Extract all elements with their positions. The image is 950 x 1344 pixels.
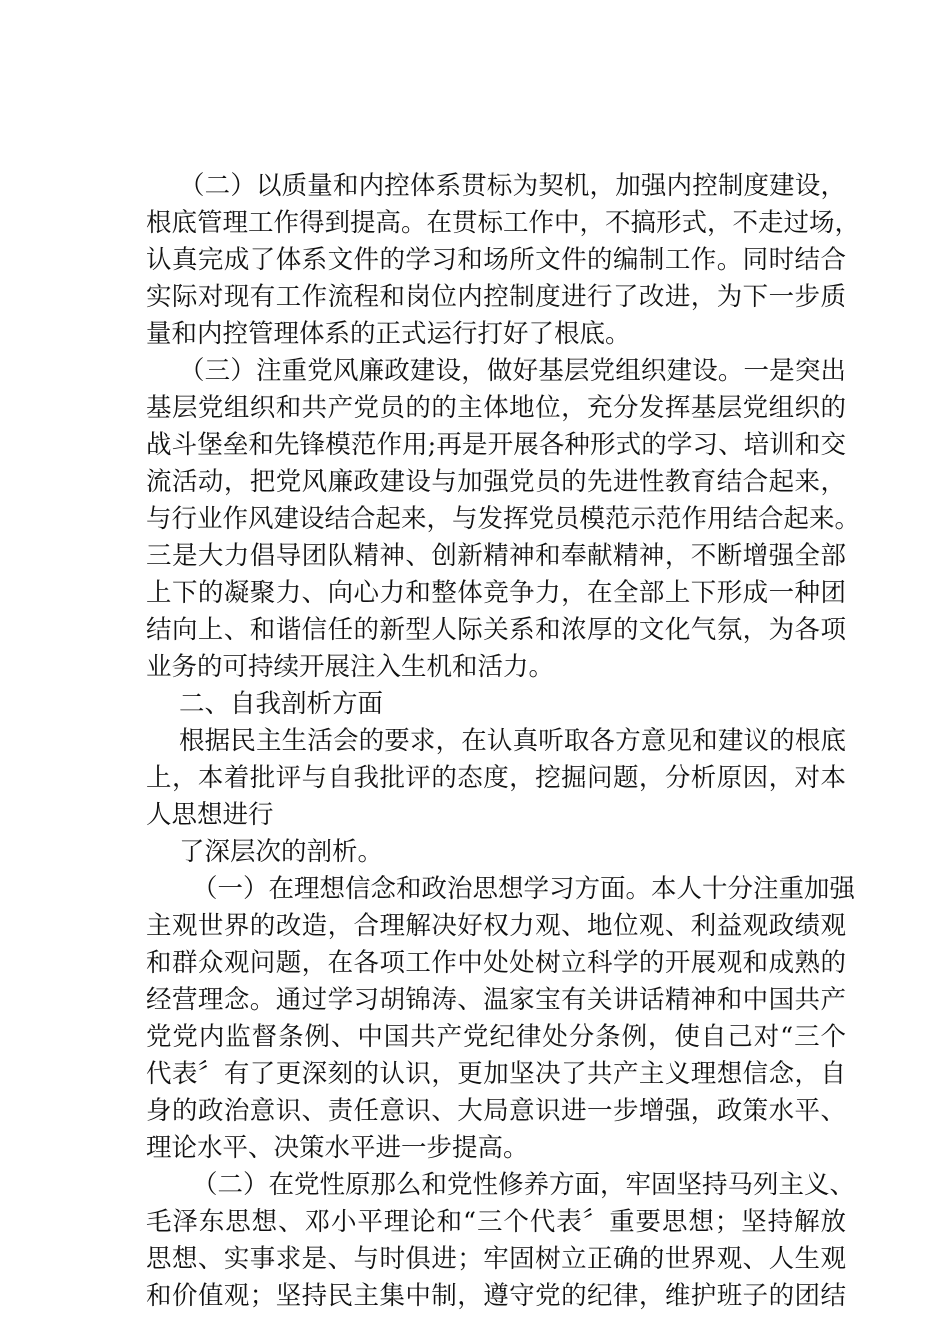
paragraph-line: 结向上、和谐信任的新型人际关系和浓厚的文化气氛，为各项 [146, 615, 846, 645]
paragraph-line: 业务的可持续开展注入生机和活力。 [146, 652, 555, 682]
section-heading: 二、自我剖析方面 [179, 689, 384, 719]
paragraph-line: 身的政治意识、责任意识、大局意识进一步增强，政策水平、 [146, 1096, 846, 1126]
paragraph-line: （三）注重党风廉政建设，做好基层党组织建设。一是突出 [179, 356, 846, 386]
paragraph-line: 人思想进行 [146, 800, 274, 830]
paragraph-line: （二）以质量和内控体系贯标为契机，加强内控制度建设， [179, 171, 846, 201]
paragraph-line: 战斗堡垒和先锋模范作用;再是开展各种形式的学习、培训和交 [146, 430, 846, 460]
paragraph-line: 根据民主生活会的要求，在认真听取各方意见和建议的根底 [179, 726, 846, 756]
paragraph-line: 上下的凝聚力、向心力和整体竞争力，在全部上下形成一种团 [146, 578, 846, 608]
paragraph-line: 和群众观问题，在各项工作中处处树立科学的开展观和成熟的 [146, 948, 846, 978]
paragraph-line: 代表〞有了更深刻的认识，更加坚决了共产主义理想信念，自 [146, 1059, 846, 1089]
paragraph-line: 和价值观；坚持民主集中制，遵守党的纪律，维护班子的团结 [146, 1281, 846, 1311]
paragraph-line: 量和内控管理体系的正式运行打好了根底。 [146, 319, 631, 349]
paragraph-line: 理论水平、决策水平进一步提高。 [146, 1133, 529, 1163]
paragraph-line: （二）在党性原那么和党性修养方面，牢固坚持马列主义、 [192, 1170, 856, 1200]
paragraph-line: 基层党组织和共产党员的的主体地位，充分发挥基层党组织的 [146, 393, 846, 423]
paragraph-line: 毛泽东思想、邓小平理论和“三个代表〞重要思想；坚持解放 [146, 1207, 846, 1237]
paragraph-line: 三是大力倡导团队精神、创新精神和奉献精神，不断增强全部 [146, 541, 846, 571]
paragraph-line: 了深层次的剖析。 [179, 837, 384, 867]
paragraph-line: 流活动，把党风廉政建设与加强党员的先进性教育结合起来， [146, 467, 846, 497]
paragraph-line: （一）在理想信念和政治思想学习方面。本人十分注重加强 [192, 874, 856, 904]
paragraph-line: 与行业作风建设结合起来，与发挥党员模范示范作用结合起来。 [146, 504, 861, 534]
paragraph-line: 根底管理工作得到提高。在贯标工作中，不搞形式，不走过场， [146, 208, 861, 238]
paragraph-line: 主观世界的改造，合理解决好权力观、地位观、利益观政绩观 [146, 911, 846, 941]
paragraph-line: 思想、实事求是、与时俱进；牢固树立正确的世界观、人生观 [146, 1244, 846, 1274]
paragraph-line: 上，本着批评与自我批评的态度，挖掘问题，分析原因，对本 [146, 763, 846, 793]
paragraph-line: 党党内监督条例、中国共产党纪律处分条例，使自己对“三个 [146, 1022, 846, 1052]
paragraph-line: 经营理念。通过学习胡锦涛、温家宝有关讲话精神和中国共产 [146, 985, 846, 1015]
paragraph-line: 认真完成了体系文件的学习和场所文件的编制工作。同时结合 [146, 245, 846, 275]
paragraph-line: 实际对现有工作流程和岗位内控制度进行了改进，为下一步质 [146, 282, 846, 312]
